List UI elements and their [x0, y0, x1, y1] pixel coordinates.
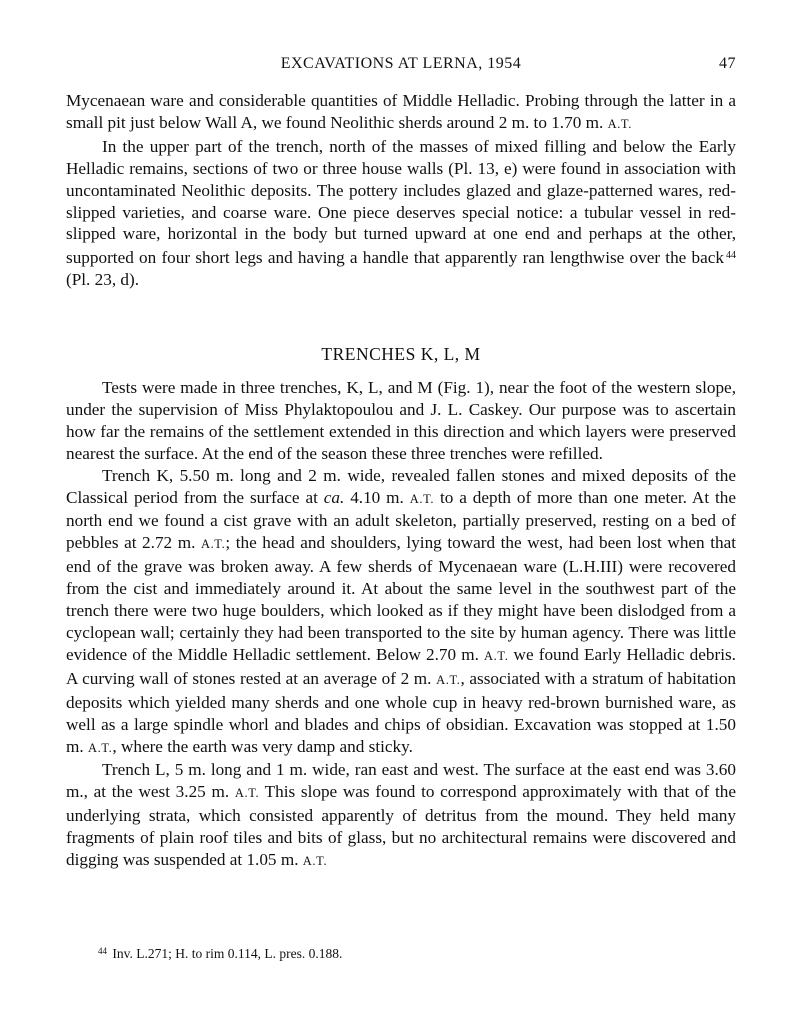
- footnote-text: Inv. L.271; H. to rim 0.114, L. pres. 0.188.: [112, 946, 343, 961]
- small-caps-abbrev: A.T.: [436, 672, 461, 687]
- text-run: Tests were made in three trenches, K, L, and M (Fig. 1), near the foot of the western slope, under the supervision of Miss Phylaktopoulou and J. L. Caskey. Our purpose was to ascertain how far the remains of the settlement extended in this direction and which layers were preserved nearest the surface. At the end of the season these three trenches were refilled.: [66, 378, 736, 463]
- paragraph: [66, 465, 736, 760]
- small-caps-abbrev: A.T.: [484, 648, 509, 663]
- footnote-number: 44: [98, 946, 107, 956]
- text-run: In the upper part of the trench, north of the masses of mixed filling and below the Early Helladic remains, sections of two or three house walls (Pl. 13, e) were found in association with uncontaminated Neolithic deposits. The pottery includes glazed and glaze-patterned wares, red-slipped varieties, and coarse ware. One piece deserves special notice: a tubular vessel in red-slipped ware, horizontal in the body but turned upward at one end and perhaps at the other, supported on four short legs and having a handle that apparently ran lengthwise over the back: [66, 136, 736, 268]
- text-run: Trench L, 5 m. long and 1 m. wide, ran east and west. The surface at the east end was 3.60 m., at the west 3.25 m.: [66, 760, 736, 802]
- small-caps-abbrev: A.T.: [302, 854, 328, 869]
- paragraph: [66, 759, 736, 873]
- text-run: to a depth of more than one meter. At the north end we found a cist grave with an adult skeleton, partially preserved, resting on a bed of pebbles at 2.72 m.: [66, 487, 737, 553]
- text-run: Mycenaean ware and considerable quantities of Middle Helladic. Probing through the latter in a small pit just below Wall A, we found Neolithic sherds around 2 m. to 1.70 m.: [66, 91, 736, 132]
- text-run: (Pl. 23, d).: [66, 270, 140, 290]
- italic-run: ca.: [323, 487, 345, 507]
- page-number: 47: [719, 55, 736, 72]
- paragraph: [66, 136, 736, 291]
- small-caps-abbrev: A.T.: [409, 491, 435, 506]
- small-caps-abbrev: A.T.: [87, 740, 113, 755]
- text-run: we found Early Helladic debris. A curving wall of stones rested at an average of 2 m.: [66, 644, 736, 688]
- small-caps-abbrev: A.T.: [234, 786, 260, 801]
- text-run: , associated with a stratum of habitation deposits which yielded many sherds and one whole cup in heavy red-brown burnished ware, as well as a large spindle whorl and blades and chips of obsidian. Excavation was stopped at 1.50 m.: [66, 668, 736, 756]
- text-run: Trench K, 5.50 m. long and 2 m. wide, revealed fallen stones and mixed deposits of the Classical period from the surface at: [66, 465, 736, 507]
- running-head: [66, 55, 736, 77]
- footnote-ref[interactable]: 44: [726, 250, 736, 262]
- small-caps-abbrev: A.T.: [200, 537, 226, 552]
- text-run: ; the head and shoulders, lying toward the west, had been lost when that end of the grave was broken away. A few sherds of Mycenaean ware (L.H.III) were recovered from the cist and immediately around it. At about the same level in the southwest part of the trench there were two huge boulders, which looked as if they might have been dislodged from a cyclopean wall; certainly they had been transported to the site by human agency. There was little evidence of the Middle Helladic settlement. Below 2.70 m.: [66, 533, 736, 664]
- paragraph: [66, 377, 736, 465]
- section-heading: TRENCHES K, L, M: [321, 344, 481, 364]
- text-run: , where the earth was very damp and sticky.: [112, 736, 413, 756]
- section-text: [66, 377, 736, 873]
- footnote: [96, 946, 342, 962]
- paragraph: [66, 90, 736, 136]
- small-caps-abbrev: A.T.: [607, 116, 632, 131]
- running-title: EXCAVATIONS AT LERNA, 1954: [280, 55, 522, 72]
- intro-text: [66, 90, 736, 291]
- text-run: This slope was found to correspond approximately with that of the underlying strata, which consisted apparently of detritus from the mound. They held many fragments of plain roof tiles and bits of glass, but no architectural remains were discovered and digging was suspended at 1.05 m.: [66, 782, 736, 870]
- text-run: 4.10 m.: [344, 487, 410, 507]
